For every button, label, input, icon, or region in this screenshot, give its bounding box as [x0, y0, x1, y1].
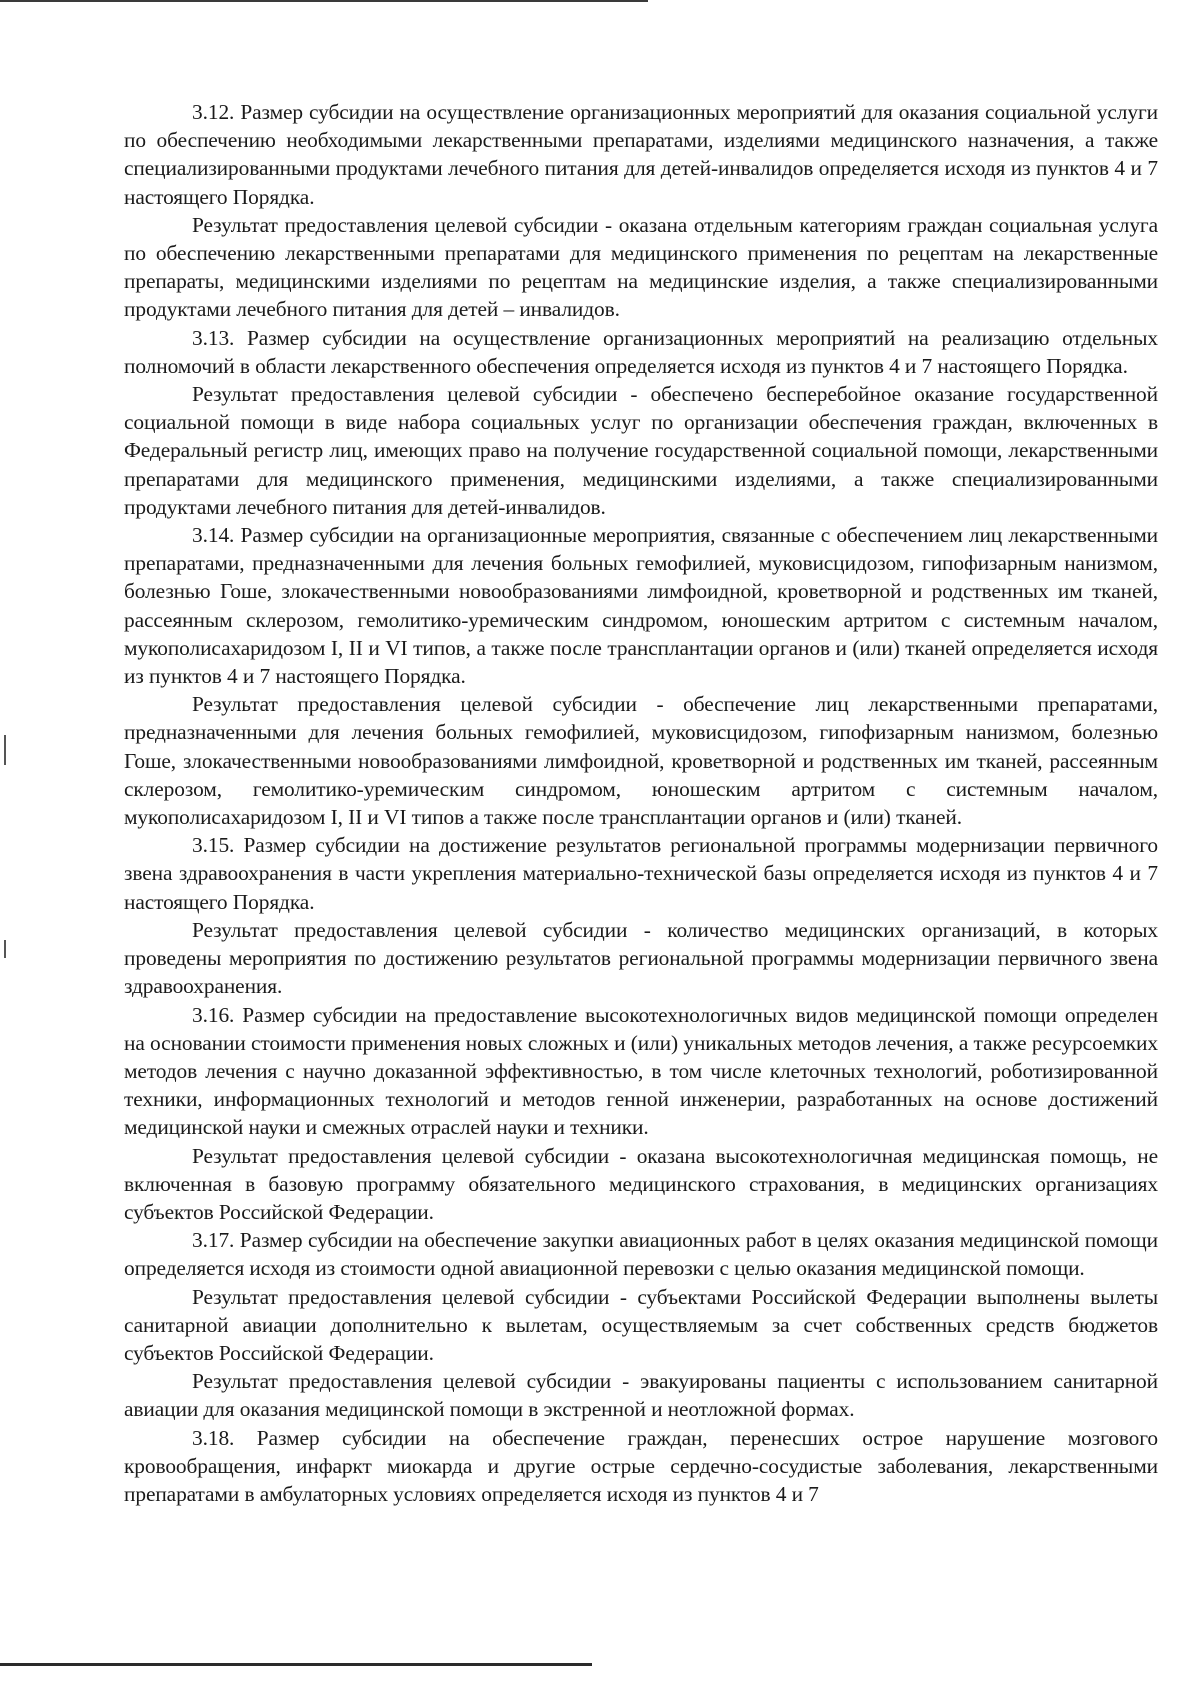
paragraph-3-18: 3.18. Размер субсидии на обеспечение граждан, перенесших острое нарушение мозгового кровообращения, инфаркт миокарда и другие острые сердечно-сосудистые заболевания, лекарственными препаратами в амбулаторных условиях определяется исходя из пунктов 4 и 7 [124, 1425, 1158, 1506]
paragraph-3-17-result-1: Результат предоставления целевой субсидии - субъектами Российской Федерации выполнены вылеты санитарной авиации дополнительно к вылетам, осуществляемым за счет собственных средств бюджетов субъектов Российской Федерации. [124, 1284, 1158, 1365]
paragraph-3-16-result: Результат предоставления целевой субсидии - оказана высокотехнологичная медицинская помощь, не включенная в базовую программу обязательного медицинского страхования, в медицинских организациях субъектов Российской Федерации. [124, 1143, 1158, 1224]
paragraph-3-15-result: Результат предоставления целевой субсидии - количество медицинских организаций, в которых проведены мероприятия по достижению результатов региональной программы модернизации первичного звена здравоохранения. [124, 917, 1158, 999]
paragraph-3-12: 3.12. Размер субсидии на осуществление организационных мероприятий для оказания социальной услуги по обеспечению необходимыми лекарственными препаратами, изделиями медицинского назначения, а также специализированными продуктами лечебного питания для детей-инвалидов определяется исходя из пунктов 4 и 7 настоящего Порядка. [124, 100, 1158, 209]
scan-border-bottom [0, 1663, 592, 1666]
paragraph-3-17: 3.17. Размер субсидии на обеспечение закупки авиационных работ в целях оказания медицинской помощи определяется исходя из стоимости одной авиационной перевозки с целью оказания медицинской помощи. [124, 1228, 1158, 1281]
paragraph-3-16: 3.16. Размер субсидии на предоставление высокотехнологичных видов медицинской помощи определен на основании стоимости применения новых сложных и (или) уникальных методов лечения, а также ресурсоемких методов лечения с научно доказанной эффективностью, в том числе клеточных технологий, роботизированной техники, информационных технологий и методов генной инженерии, разработанных на основе достижений медицинской науки и смежных отраслей науки и техники. [124, 1002, 1158, 1140]
scan-edge-mark [4, 940, 6, 958]
paragraph-3-12-result: Результат предоставления целевой субсидии - оказана отдельным категориям граждан социальная услуга по обеспечению лекарственными препаратами для медицинского применения по рецептам на лекарственные препараты, медицинскими изделиями по рецептам на медицинские изделия, а также специализированными продуктами лечебного питания для детей – инвалидов. [124, 212, 1158, 322]
scan-border-top [0, 0, 648, 2]
paragraph-3-17-result-2: Результат предоставления целевой субсидии - эвакуированы пациенты с использованием санитарной авиации для оказания медицинской помощи в экстренной и неотложной формах. [124, 1369, 1158, 1422]
paragraph-3-15: 3.15. Размер субсидии на достижение результатов региональной программы модернизации первичного звена здравоохранения в части укрепления материально-технической базы определяется исходя из пунктов 4 и 7 настоящего Порядка. [124, 833, 1158, 914]
document-body [124, 98, 1158, 1658]
scan-edge-mark [4, 735, 6, 765]
paragraph-3-14-result: Результат предоставления целевой субсидии - обеспечение лиц лекарственными препаратами, предназначенными для лечения больных гемофилией, муковисцидозом, гипофизарным нанизмом, болезнью Гоше, злокачественными новообразованиями лимфоидной, кроветворной и родственных им тканей, рассеянным склерозом, гемолитико-уремическим синдромом, юношеским артритом с системным началом, мукополисахаридозом I, II и VI типов а также после трансплантации органов и (или) тканей. [124, 692, 1158, 830]
paragraph-3-13-result: Результат предоставления целевой субсидии - обеспечено бесперебойное оказание государственной социальной помощи в виде набора социальных услуг по организации обеспечения граждан, включенных в Федеральный регистр лиц, имеющих право на получение государственной социальной помощи, лекарственными препаратами для медицинского применения, медицинскими изделиями, а также специализированными продуктами лечебного питания для детей-инвалидов. [124, 382, 1158, 519]
paragraph-3-13: 3.13. Размер субсидии на осуществление организационных мероприятий на реализацию отдельных полномочий в области лекарственного обеспечения определяется исходя из пунктов 4 и 7 настоящего Порядка. [124, 325, 1158, 378]
paragraph-3-14: 3.14. Размер субсидии на организационные мероприятия, связанные с обеспечением лиц лекарственными препаратами, предназначенными для лечения больных гемофилией, муковисцидозом, гипофизарным нанизмом, болезнью Гоше, злокачественными новообразованиями лимфоидной, кроветворной и родственных им тканей, рассеянным склерозом, гемолитико-уремическим синдромом, юношеским артритом с системным началом, мукополисахаридозом I, II и VI типов, а также после трансплантации органов и (или) тканей определяется исходя из пунктов 4 и 7 настоящего Порядка. [124, 523, 1158, 689]
